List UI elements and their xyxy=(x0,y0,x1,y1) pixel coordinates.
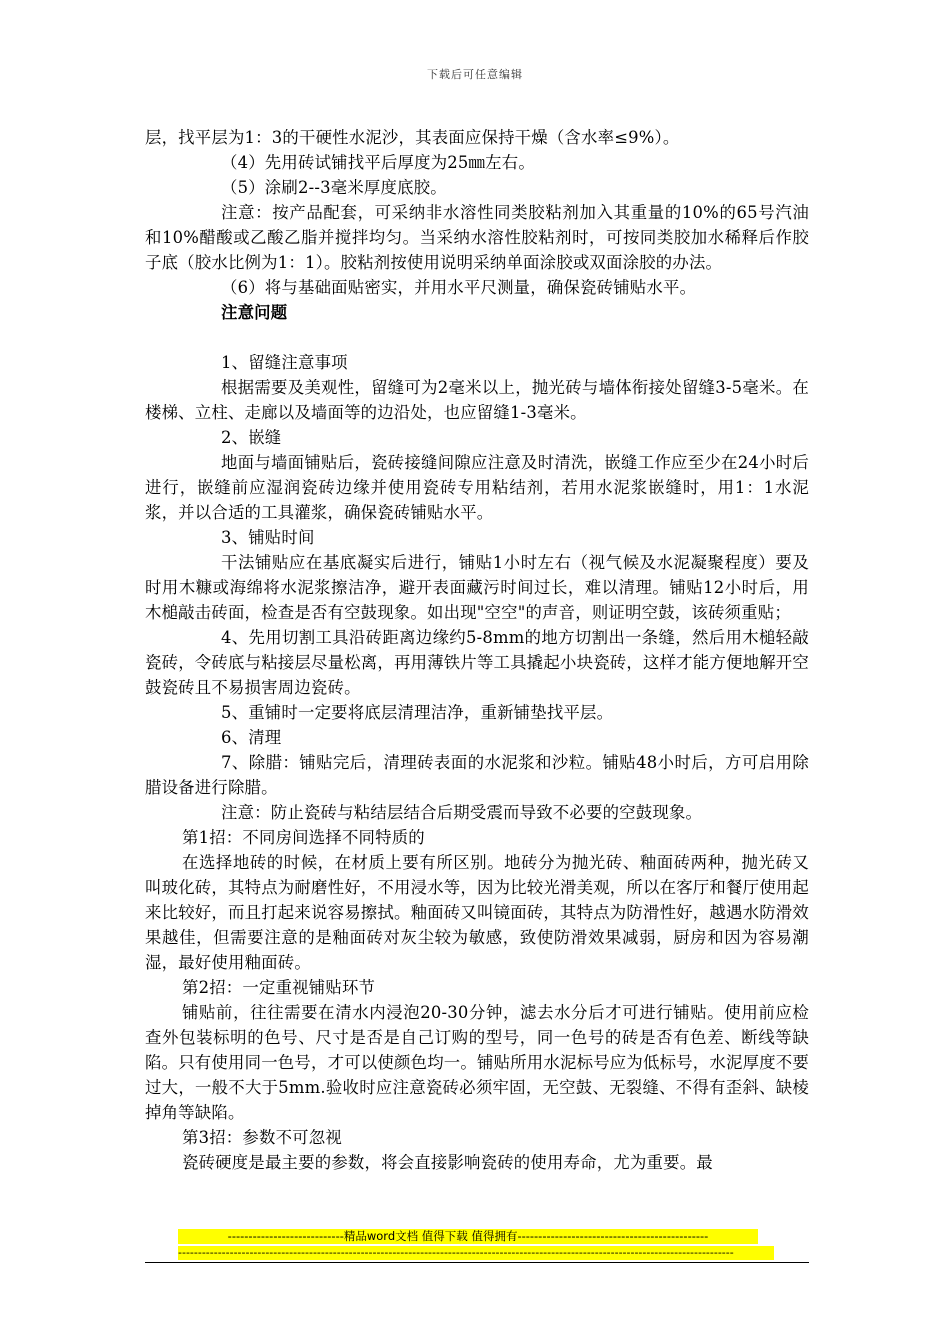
paragraph: 第3招：参数不可忽视 xyxy=(182,1128,342,1147)
paragraph: 注意：防止瓷砖与粘结层结合后期受震而导致不必要的空鼓现象。 xyxy=(221,803,703,822)
footer-rule xyxy=(145,1262,809,1263)
footer-banner: ----------------------------精品word文档 值得下载 值得拥有---------------------------------------------- xyxy=(178,1229,758,1244)
paragraph: 地面与墙面铺贴后，瓷砖接缝间隙应注意及时清洗，嵌缝工作应至少在24小时后进行，嵌缝前应湿润瓷砖边缘并使用瓷砖专用粘结剂，若用水泥浆嵌缝时，用1：1水泥浆，并以合适的工具灌浆，确保瓷砖铺贴水平。 xyxy=(145,453,809,522)
blank-line xyxy=(145,325,809,350)
paragraph: 瓷砖硬度是最主要的参数，将会直接影响瓷砖的使用寿命，尤为重要。最 xyxy=(182,1153,713,1172)
paragraph: 根据需要及美观性，留缝可为2毫米以上，抛光砖与墙体衔接处留缝3-5毫米。在楼梯、立柱、走廊以及墙面等的边沿处，也应留缝1-3毫米。 xyxy=(145,378,809,422)
paragraph: 第1招：不同房间选择不同特质的 xyxy=(182,828,425,847)
paragraph: 3、铺贴时间 xyxy=(221,528,315,547)
paragraph: 2、嵌缝 xyxy=(221,428,282,447)
paragraph: （4）先用砖试铺找平后厚度为25㎜左右。 xyxy=(221,153,535,172)
paragraph: 第2招：一定重视铺贴环节 xyxy=(182,978,376,997)
paragraph: 铺贴前，往往需要在清水内浸泡20-30分钟，滤去水分后才可进行铺贴。使用前应检查外包装标明的色号、尺寸是否是自己订购的型号，同一色号的砖是否有色差、断线等缺陷。只有使用同一色号，才可以使颜色均一。铺贴所用水泥标号应为低标号，水泥厚度不要过大，一般不大于5mm.验收时应注意瓷砖必须牢固，无空鼓、无裂缝、不得有歪斜、缺棱掉角等缺陷。 xyxy=(145,1003,809,1122)
paragraph: 6、清理 xyxy=(221,728,282,747)
paragraph: （5）涂刷2--3毫米厚度底胶。 xyxy=(221,178,447,197)
paragraph: 注意：按产品配套，可采纳非水溶性同类胶粘剂加入其重量的10%的65号汽油和10%醋酸或乙酸乙脂并搅拌均匀。当采纳水溶性胶粘剂时，可按同类胶加水稀释后作胶子底（胶水比例为1：1）。胶粘剂按使用说明采纳单面涂胶或双面涂胶的办法。 xyxy=(145,203,809,272)
paragraph: （6）将与基础面贴密实，并用水平尺测量，确保瓷砖铺贴水平。 xyxy=(221,278,697,297)
paragraph: 1、留缝注意事项 xyxy=(221,353,348,372)
section-heading: 注意问题 xyxy=(221,303,288,322)
paragraph: 干法铺贴应在基底凝实后进行，铺贴1小时左右（视气候及水泥凝聚程度）要及时用木糠或海绵将水泥浆擦洁净，避开表面藏污时间过长，难以清理。铺贴12小时后，用木槌敲击砖面，检查是否有空鼓现象。如出现"空空"的声音，则证明空鼓，该砖须重贴； xyxy=(145,553,809,622)
footer-dash-line: -------------------------------------------------------------------------------------------------------------------------------------------- xyxy=(178,1246,774,1260)
paragraph: 层，找平层为1：3的干硬性水泥沙，其表面应保持干燥（含水率≤9%）。 xyxy=(145,128,680,147)
paragraph: 在选择地砖的时候，在材质上要有所区别。地砖分为抛光砖、釉面砖两种，抛光砖又叫玻化砖，其特点为耐磨性好，不用浸水等，因为比较光滑美观，所以在客厅和餐厅使用起来比较好，而且打起来说容易擦拭。釉面砖又叫镜面砖，其特点为防滑性好，越遇水防滑效果越佳，但需要注意的是釉面砖对灰尘较为敏感，致使防滑效果减弱，厨房和因为容易潮湿，最好使用釉面砖。 xyxy=(145,853,809,972)
paragraph: 7、除腊：铺贴完后，清理砖表面的水泥浆和沙粒。铺贴48小时后，方可启用除腊设备进行除腊。 xyxy=(145,753,809,797)
paragraph: 4、先用切割工具沿砖距离边缘约5-8mm的地方切割出一条缝，然后用木槌轻敲瓷砖，令砖底与粘接层尽量松离，再用薄铁片等工具撬起小块瓷砖，这样才能方便地解开空鼓瓷砖且不易损害周边瓷砖。 xyxy=(145,628,809,697)
document-body xyxy=(145,125,809,1175)
paragraph: 5、重铺时一定要将底层清理洁净，重新铺垫找平层。 xyxy=(221,703,614,722)
page-header: 下载后可任意编辑 xyxy=(427,68,523,81)
